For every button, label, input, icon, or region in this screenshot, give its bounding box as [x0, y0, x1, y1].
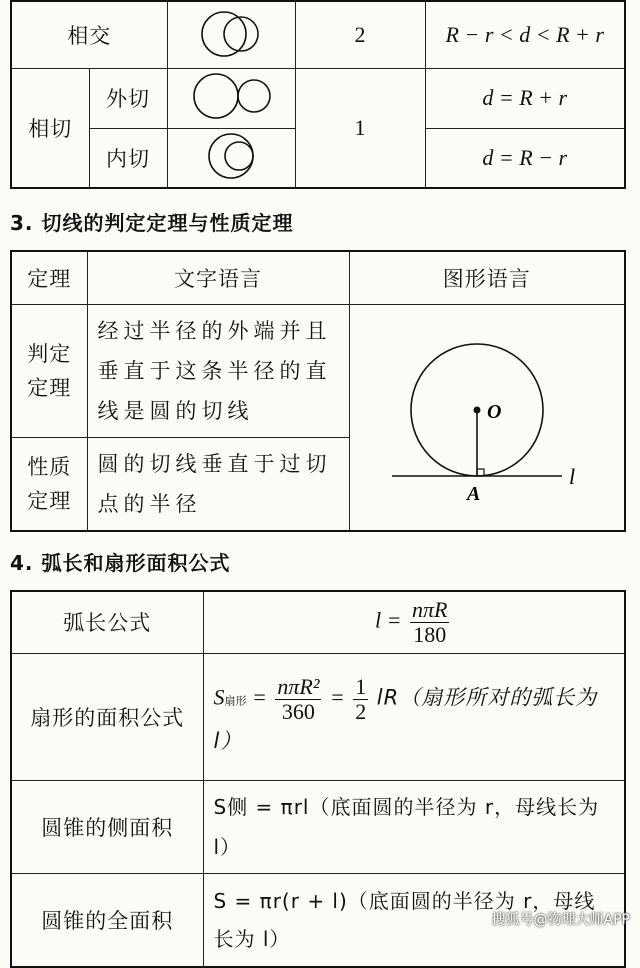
- header-theorem: 定理: [11, 251, 87, 304]
- circle-position-table: [10, 0, 626, 189]
- sector-num2: 1: [355, 674, 367, 699]
- external-tangent-relation: d = R + r: [425, 68, 625, 128]
- tangent-count: 1: [295, 68, 425, 188]
- section4-heading: 4. 弧长和扇形面积公式: [10, 551, 231, 575]
- arc-denominator: 180: [413, 621, 447, 647]
- sector-area-name: 扇形的面积公式: [11, 653, 203, 780]
- sector-fraction2: [353, 675, 368, 724]
- cone-lateral-name: 圆锥的侧面积: [11, 780, 203, 873]
- cone-total-name: 圆锥的全面积: [11, 873, 203, 967]
- tangent-figure: [349, 304, 625, 531]
- property-theorem-text: 圆的切线垂直于过切点的半径: [87, 437, 349, 531]
- section3-heading: 3. 切线的判定定理与性质定理: [10, 211, 294, 235]
- intersect-label: 相交: [11, 1, 167, 68]
- intersect-count: 2: [295, 1, 425, 68]
- sector-den1: 360: [281, 699, 315, 724]
- sector-tail: lR（扇形所对的弧长为 l）: [213, 685, 598, 753]
- tangent-theorem-table: [10, 250, 626, 532]
- intersect-diagram: [167, 1, 295, 68]
- property-name-line1: 性质: [27, 454, 72, 479]
- sector-subscript: 扇形: [224, 694, 247, 708]
- cone-total-formula: S = πr(r + l)（底面圆的半径为 r，母线长为 l）: [203, 873, 625, 967]
- point-label: A: [466, 483, 481, 505]
- sector-area-formula: [203, 653, 625, 780]
- external-tangent-diagram: [167, 68, 295, 128]
- property-name-line2: 定理: [27, 488, 72, 513]
- center-label: O: [486, 401, 502, 423]
- line-label: l: [568, 464, 575, 489]
- sector-fraction1: [275, 675, 321, 724]
- judgement-theorem-text: 经过半径的外端并且垂直于这条半径的直线是圆的切线: [87, 304, 349, 437]
- header-text-language: 文字语言: [87, 251, 349, 304]
- sector-den2: 2: [355, 699, 367, 724]
- judgement-name-line2: 定理: [27, 375, 72, 400]
- sector-eq2: =: [329, 684, 345, 710]
- sector-s: S: [213, 684, 225, 710]
- arc-numerator: nπR: [412, 596, 448, 622]
- header-figure-language: 图形语言: [349, 251, 625, 304]
- watermark: 搜狐号@物理大师APP: [491, 912, 630, 928]
- sector-num1: nπR²: [277, 674, 320, 699]
- judgement-theorem-name: [11, 304, 87, 437]
- arc-fraction: [410, 598, 449, 647]
- arc-length-name: 弧长公式: [11, 591, 203, 653]
- internal-tangent-label: 内切: [89, 128, 167, 188]
- internal-tangent-diagram: [167, 128, 295, 188]
- external-tangent-label: 外切: [89, 68, 167, 128]
- arc-length-formula: [203, 591, 625, 653]
- internal-tangent-relation: d = R − r: [425, 128, 625, 188]
- sector-eq1: =: [252, 684, 267, 710]
- property-theorem-name: [11, 437, 87, 531]
- arc-lhs: l =: [375, 607, 402, 633]
- center-point: [473, 407, 480, 414]
- intersect-relation: R − r < d < R + r: [425, 1, 625, 68]
- tangent-label: 相切: [11, 68, 89, 188]
- cone-lateral-formula: S侧 = πrl（底面圆的半径为 r，母线长为 l）: [203, 780, 625, 873]
- judgement-name-line1: 判定: [27, 341, 72, 366]
